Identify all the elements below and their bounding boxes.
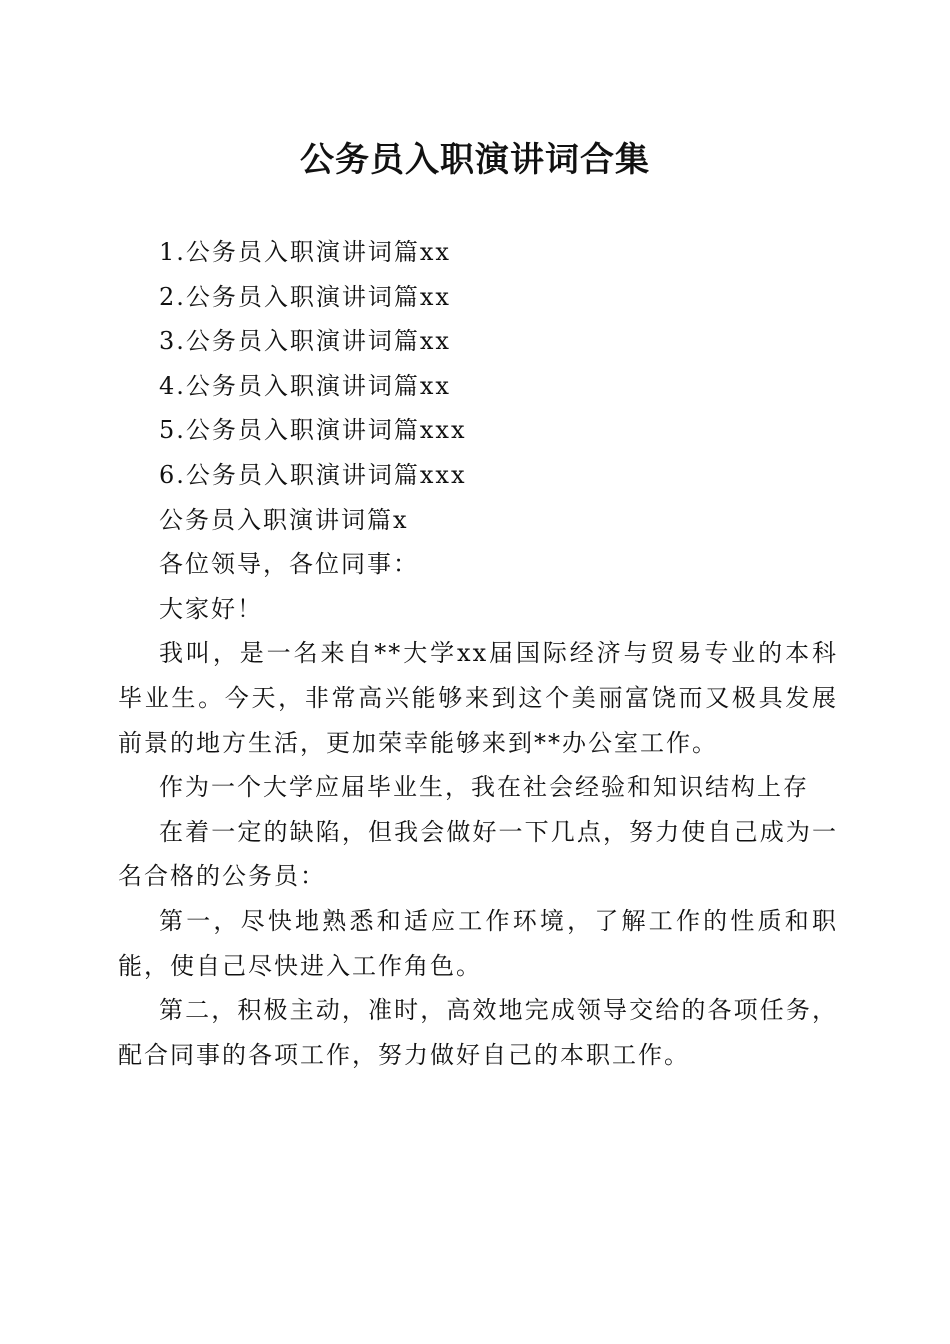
section-heading: 公务员入职演讲词篇x: [159, 505, 409, 534]
document-body: [118, 230, 838, 1077]
toc-item: 6.公务员入职演讲词篇xxx: [159, 460, 467, 489]
toc-item: 4.公务员入职演讲词篇xx: [159, 371, 451, 400]
table-of-contents: [118, 230, 838, 498]
paragraph-commitment: 在着一定的缺陷，但我会做好一下几点，努力使自己成为一名合格的公务员：: [118, 817, 838, 891]
paragraph-second-point: 第二，积极主动，准时，高效地完成领导交给的各项任务，配合同事的各项工作，努力做好自己的本职工作。: [118, 996, 838, 1069]
toc-item: 5.公务员入职演讲词篇xxx: [159, 416, 467, 445]
paragraph-intro: 我叫，是一名来自**大学xx届国际经济与贸易专业的本科毕业生。今天，非常高兴能够来到这个美丽富饶而又极具发展前景的地方生活，更加荣幸能够来到**办公室工作。: [118, 639, 838, 757]
hello-line: 大家好！: [159, 594, 263, 623]
toc-item: 1.公务员入职演讲词篇xx: [159, 238, 451, 266]
toc-item: 2.公务员入职演讲词篇xx: [159, 282, 451, 311]
toc-item: 3.公务员入职演讲词篇xx: [159, 327, 451, 356]
paragraph-experience: 作为一个大学应届毕业生，我在社会经验和知识结构上存: [159, 773, 809, 802]
paragraph-first-point: 第一，尽快地熟悉和适应工作环境，了解工作的性质和职能，使自己尽快进入工作角色。: [118, 906, 838, 980]
document-title: 公务员入职演讲词合集: [300, 140, 650, 180]
greeting: 各位领导，各位同事：: [159, 550, 419, 579]
